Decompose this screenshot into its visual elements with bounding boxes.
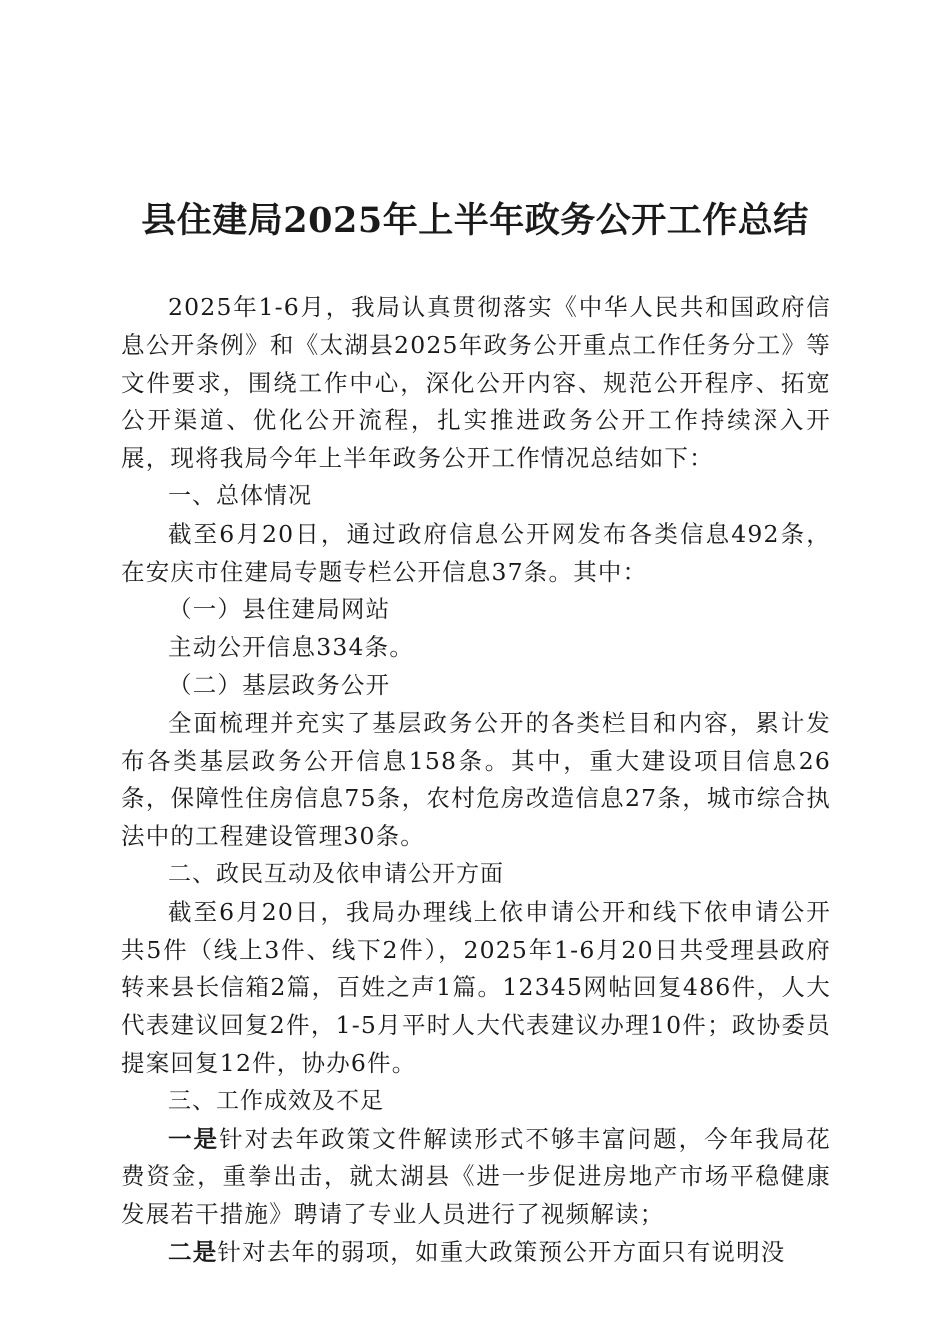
- results-item-1-text: 针对去年政策文件解读形式不够丰富问题，今年我局花费资金，重拳出击，就太湖县《进一步促进房地产市场平稳健康发展若干措施》聘请了专业人员进行了视频解读；: [121, 1124, 831, 1229]
- section-heading-results: 三、工作成效及不足: [168, 1087, 384, 1114]
- results-item-2-lead: 二是: [168, 1237, 218, 1266]
- section-heading-overview: 一、总体情况: [168, 482, 312, 509]
- interaction-paragraph: 截至6月20日，我局办理线上依申请公开和线下依申请公开共5件（线上3件、线下2件），2025年1-6月20日共受理县政府转来县长信箱2篇，百姓之声1篇。12345网帖回复486件，人大代表建议回复2件，1-5月平时人大代表建议办理10件；政协委员提案回复12件，协办6件。: [121, 897, 831, 1077]
- website-paragraph: 主动公开信息334条。: [168, 633, 415, 662]
- intro-paragraph: 2025年1-6月，我局认真贯彻落实《中华人民共和国政府信息公开条例》和《太湖县2025年政务公开重点工作任务分工》等文件要求，围绕工作中心，深化公开内容、规范公开程序、拓宽公开渠道、优化公开流程，扎实推进政务公开工作持续深入开展，现将我局今年上半年政务公开工作情况总结如下：: [121, 293, 831, 473]
- results-item-1: [121, 1121, 831, 1234]
- overview-paragraph: 截至6月20日，通过政府信息公开网发布各类信息492条，在安庆市住建局专题专栏公开信息37条。其中：: [121, 519, 831, 586]
- section-heading-interaction: 二、政民互动及依申请公开方面: [168, 860, 504, 887]
- results-item-2: [121, 1234, 831, 1272]
- grassroots-paragraph: 全面梳理并充实了基层政务公开的各类栏目和内容，累计发布各类基层政务公开信息158条。其中，重大建设项目信息26条，保障性住房信息75条，农村危房改造信息27条，城市综合执法中的工程建设管理30条。: [121, 708, 831, 851]
- document-body: [121, 289, 831, 1272]
- subsection-heading-website: （一）县住建局网站: [168, 595, 391, 624]
- results-item-1-lead: 一是: [168, 1124, 220, 1153]
- subsection-heading-grassroots: （二）基层政务公开: [168, 670, 391, 699]
- results-item-2-text: 针对去年的弱项，如重大政策预公开方面只有说明没: [217, 1237, 786, 1266]
- document-title: 县住建局2025年上半年政务公开工作总结: [141, 200, 809, 241]
